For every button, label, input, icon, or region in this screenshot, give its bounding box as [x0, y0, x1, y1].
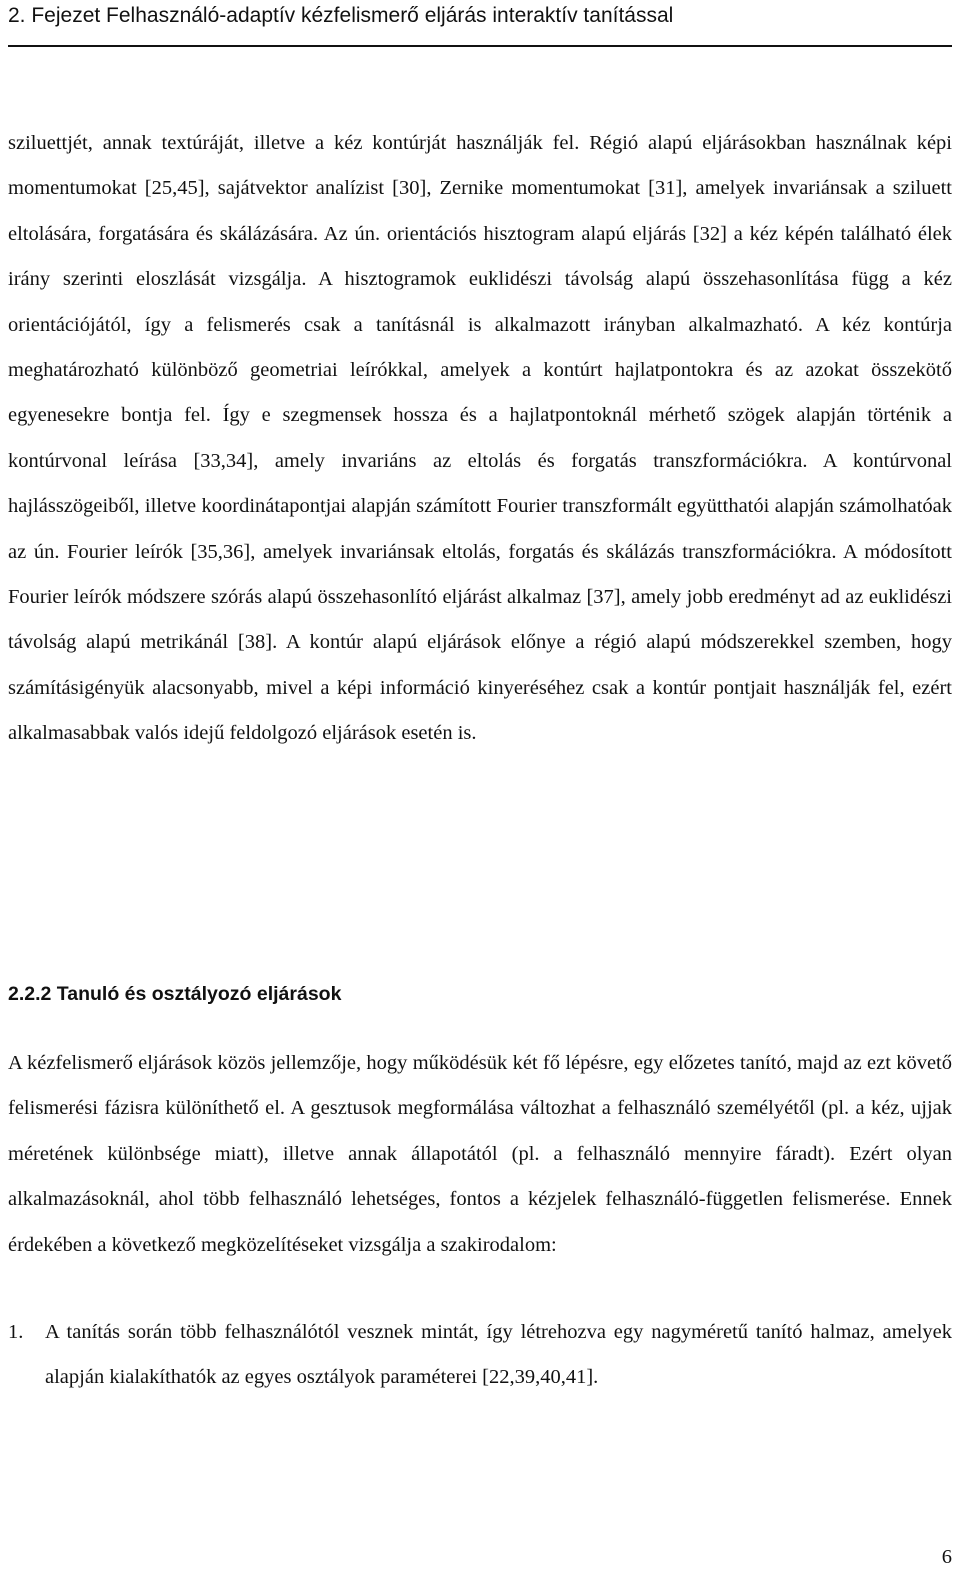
header-divider [8, 45, 952, 47]
body-paragraph: sziluettjét, annak textúráját, illetve a kéz kontúrját használják fel. Régió alapú eljárásokban használnak képi momentumokat [25,45], sajátvektor analízist [30], Zernike momentumokat [31], amelyek invariánsak a sziluett eltolására, forgatására és skálázására. Az ún. orientációs hisztogram alapú eljárás [32] a kéz képén található élek irány szerinti eloszlását vizsgálja. A hisztogramok euklidészi távolság alapú összehasonlítása függ a kéz orientációjától, így a felismerés csak a tanításnál is alkalmazott irányban alkalmazható. A kéz kontúrja meghatározható különböző geometriai leírókkal, amelyek a kontúrt hajlatpontokra és az azokat összekötő egyenesekre bontja fel. Így e szegmensek hossza és a hajlatpontoknál mérhető szögek alapján történik a kontúrvonal leírása [33,34], amely invariáns az eltolás és forgatás transzformációkra. A kontúrvonal hajlásszögeiből, illetve koordinátapontjai alapján számított Fourier transzformált együtthatói alapján számolhatóak az ún. Fourier leírók [35,36], amelyek invariánsak eltolás, forgatás és skálázás transzformációkra. A módosított Fourier leírók módszere szórás alapú összehasonlító eljárást alkalmaz [37], amely jobb eredményt ad az euklidészi távolság alapú metrikánál [38]. A kontúr alapú eljárások előnye a régió alapú módszerekkel szemben, hogy számításigényük alacsonyabb, mivel a képi információ kinyeréséhez csak a kontúr pontjait használják fel, ezért alkalmasabbak valós idejű feldolgozó eljárások esetén is. [8, 132, 952, 745]
section-heading: 2.2.2 Tanuló és osztályozó eljárások [8, 983, 342, 1005]
running-header: 2. Fejezet Felhasználó-adaptív kézfelismerő eljárás interaktív tanítással [8, 4, 674, 27]
body-paragraph: A kézfelismerő eljárások közös jellemzője, hogy működésük két fő lépésre, egy előzetes tanító, majd az ezt követő felismerési fázisra különíthető el. A gesztusok megformálása változhat a felhasználó személyétől (pl. a kéz, ujjak méretének különbsége miatt), illetve annak állapotától (pl. a felhasználó mennyire fáradt). Ezért olyan alkalmazásoknál, ahol több felhasználó lehetséges, fontos a kézjelek felhasználó-független felismerése. Ennek érdekében a következő megközelítéseket vizsgálja a szakirodalom: [8, 1052, 952, 1256]
page-number: 6 [941, 1546, 952, 1568]
list-item-text: A tanítás során több felhasználótól vesznek mintát, így létrehozva egy nagyméretű tanító halmaz, amelyek alapján kialakíthatók az egyes osztályok paraméterei [22,39,40,41]. [45, 1321, 952, 1389]
list-item-number: 1. [8, 1321, 24, 1343]
